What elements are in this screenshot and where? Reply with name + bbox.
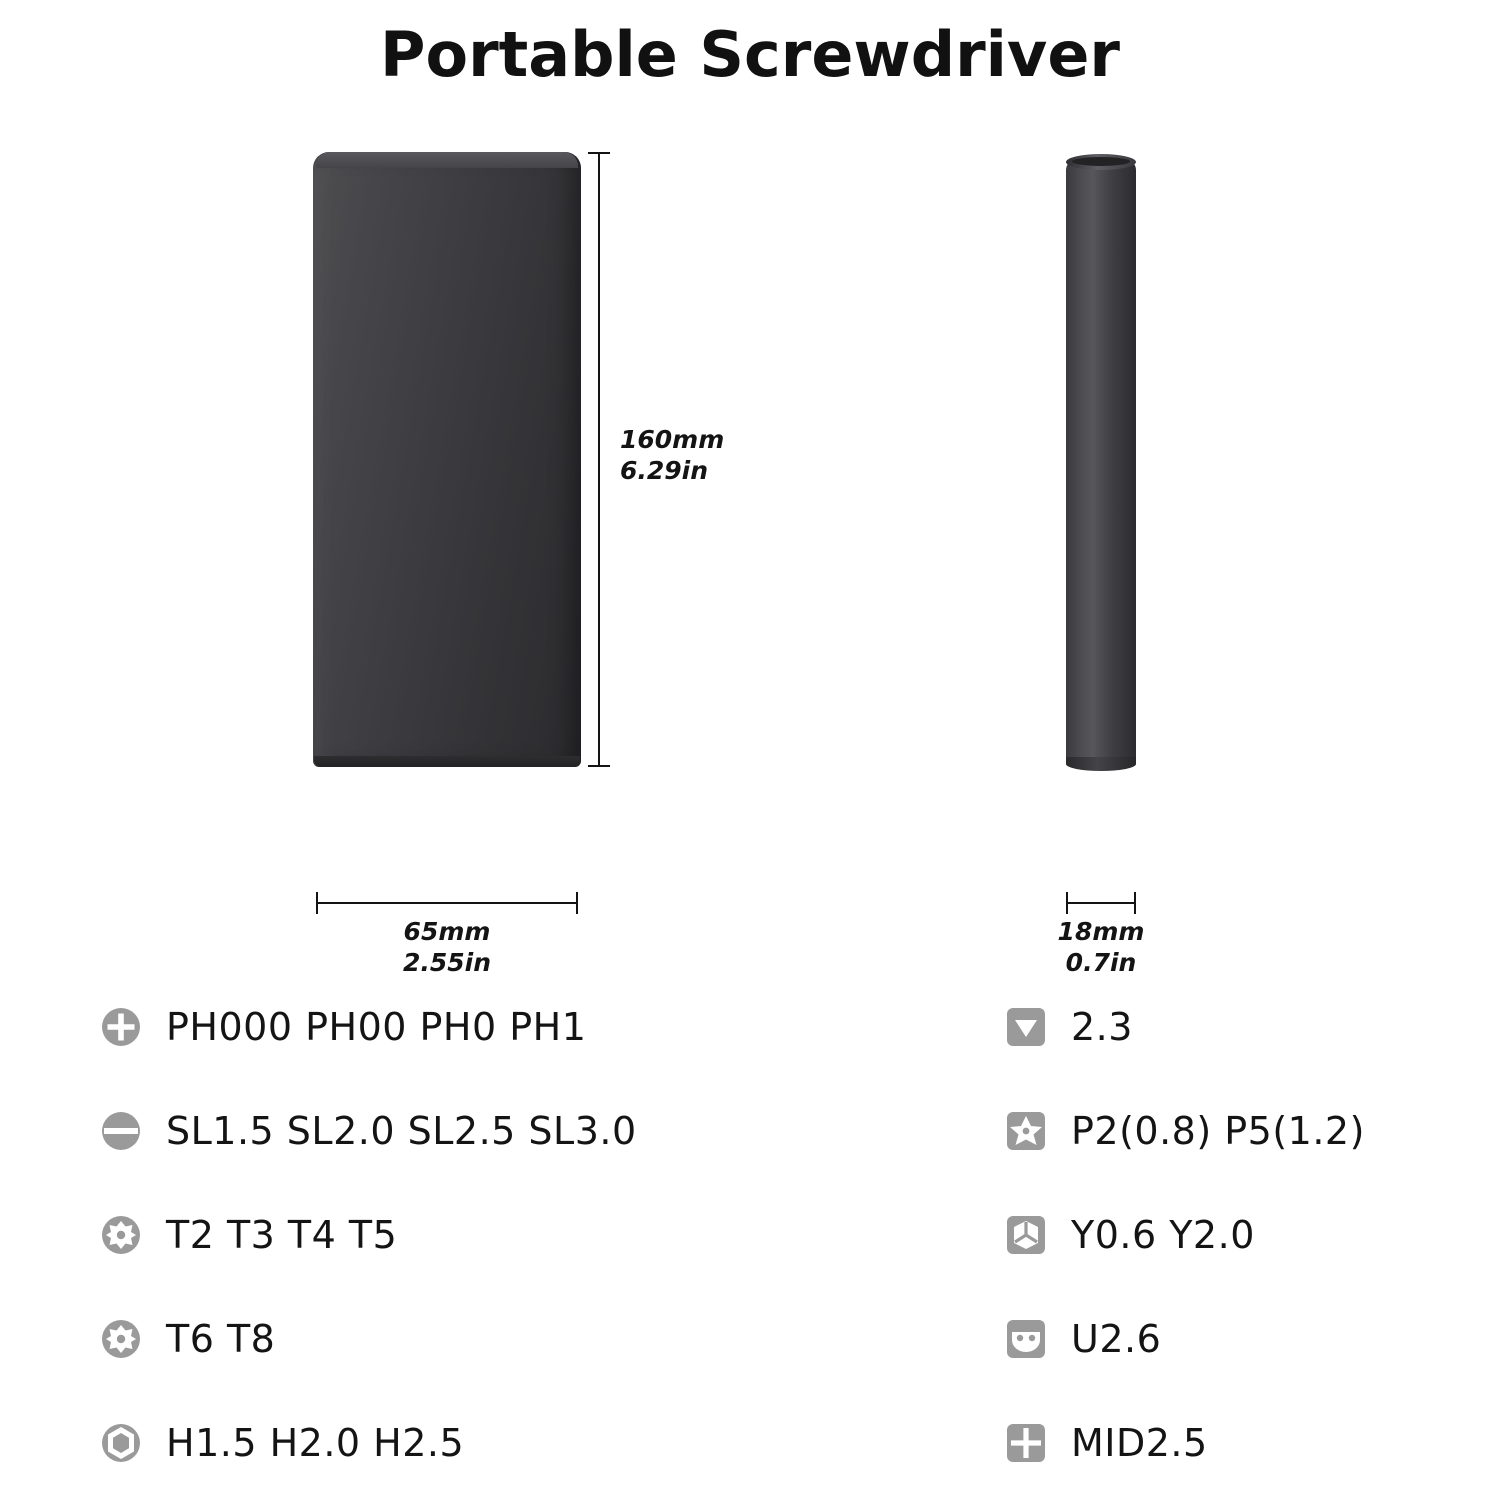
pentalobe-icon (1005, 1110, 1047, 1152)
list-item-label: 2.3 (1071, 1005, 1133, 1049)
list-item (100, 1287, 740, 1391)
list-item-label: SL1.5 SL2.0 SL2.5 SL3.0 (166, 1109, 637, 1153)
handle-width-cap-right (1134, 892, 1136, 914)
list-item-label: U2.6 (1071, 1317, 1162, 1361)
case-top-edge (316, 152, 578, 168)
handle-width-mm: 18mm (1057, 917, 1145, 946)
list-item (1005, 1287, 1475, 1391)
case-width-line (316, 902, 578, 904)
handle-width-in: 0.7in (1065, 948, 1137, 977)
bit-list (0, 975, 1500, 1495)
list-item (1005, 1079, 1475, 1183)
handle-body-image (1066, 160, 1136, 765)
hex-icon (100, 1422, 142, 1464)
case-bottom-edge (314, 756, 580, 767)
list-item (100, 975, 740, 1079)
case-height-label (620, 424, 724, 486)
list-item (1005, 975, 1475, 1079)
list-item (100, 1079, 740, 1183)
case-height-line (598, 152, 600, 767)
list-item-label: PH000 PH00 PH0 PH1 (166, 1005, 587, 1049)
list-item (1005, 1183, 1475, 1287)
torx-icon (100, 1318, 142, 1360)
list-item-label: H1.5 H2.0 H2.5 (166, 1421, 465, 1465)
case-width-in: 2.55in (402, 948, 492, 977)
bit-list-left-column (100, 975, 740, 1495)
list-item (1005, 1391, 1475, 1495)
handle-width-line (1066, 902, 1136, 904)
case-height-cap-bottom (588, 765, 610, 767)
bit-list-right-column (1005, 975, 1475, 1495)
case-width-cap-right (576, 892, 578, 914)
list-item (100, 1391, 740, 1495)
list-item (100, 1183, 740, 1287)
list-item-label: MID2.5 (1071, 1421, 1208, 1465)
handle-bottom-cap (1066, 757, 1136, 771)
list-item-label: T6 T8 (166, 1317, 276, 1361)
mid-cross-icon (1005, 1422, 1047, 1464)
handle-top-socket (1072, 157, 1130, 166)
list-item-label: Y0.6 Y2.0 (1071, 1213, 1255, 1257)
triangle-icon (1005, 1006, 1047, 1048)
case-height-mm: 160mm (620, 425, 725, 454)
case-width-mm: 65mm (403, 917, 491, 946)
case-height-in: 6.29in (620, 456, 709, 485)
case-body-image (313, 152, 581, 767)
u-shape-icon (1005, 1318, 1047, 1360)
torx-icon (100, 1214, 142, 1256)
page-title: Portable Screwdriver (380, 18, 1120, 91)
product-illustration (0, 130, 1500, 977)
phillips-icon (100, 1006, 142, 1048)
list-item-label: P2(0.8) P5(1.2) (1071, 1109, 1365, 1153)
slotted-icon (100, 1110, 142, 1152)
case-width-label (316, 916, 578, 978)
tri-wing-icon (1005, 1214, 1047, 1256)
list-item-label: T2 T3 T4 T5 (166, 1213, 398, 1257)
handle-width-label (1021, 916, 1181, 978)
